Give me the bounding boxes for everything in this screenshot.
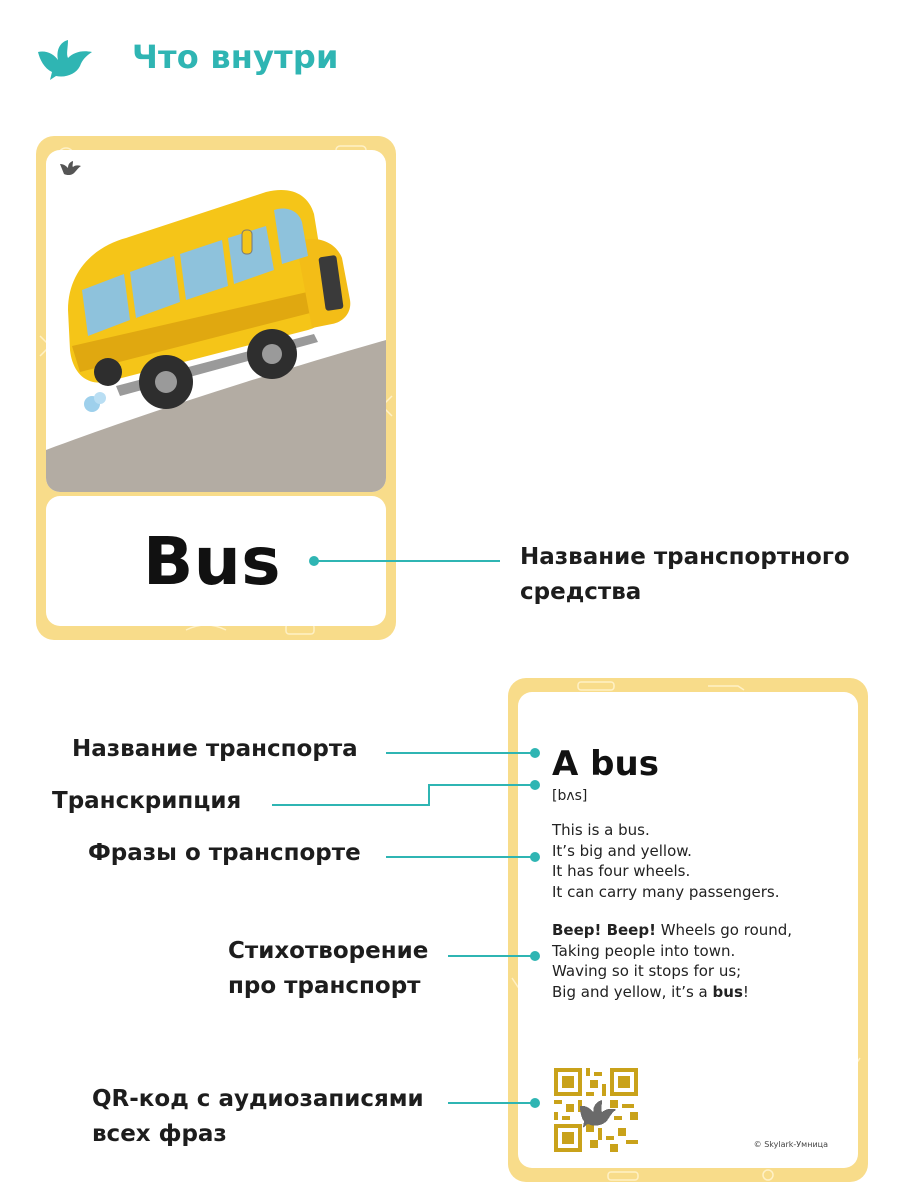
copyright: © Skylark-Умница [753,1140,828,1149]
poem-line-end: ! [742,982,749,1001]
label-transport-name: Название транспорта [72,736,358,762]
front-card [36,136,396,640]
poem-beep: Beep! Beep! [552,921,656,939]
connector-dot [530,780,540,790]
poem-line: Waving so it stops for us; [552,962,742,980]
back-card-phrases [552,820,779,902]
connector-dot [530,748,540,758]
poem-line [552,982,792,1003]
front-card-picture-area [46,150,386,492]
page-title: Что внутри [132,38,339,76]
label-phrases: Фразы о транспорте [88,840,361,866]
connector-dot [530,1098,540,1108]
poem-line [552,920,792,941]
connector-line [386,752,534,754]
label-poem: Стихотворение про транспорт [228,938,429,999]
poem-line: Taking people into town. [552,941,736,960]
connector-line [272,804,430,806]
back-card-poem [552,920,792,1002]
connector-line [428,784,430,806]
connector-dot [530,951,540,961]
poem-line-start: Big and yellow, it’s a [552,982,713,1001]
connector-line [448,955,534,957]
connector-dot [530,852,540,862]
poem-line-rest: Wheels go round, [655,921,793,939]
connector-line [428,784,534,786]
qr-code-icon[interactable] [554,1068,638,1152]
phrase-line: It’s big and yellow. [552,841,692,860]
back-card-transcription: [bʌs] [552,788,588,804]
connector-line [448,1102,534,1104]
bird-logo-icon [36,38,94,80]
label-vehicle-name: Название транспортного средства [520,544,850,605]
phrase-line: It has four wheels. [552,862,691,880]
connector-line [386,856,534,858]
label-qr: QR-код с аудиозаписями всех фраз [92,1086,424,1147]
back-card-content [518,692,858,1168]
label-transcription: Транскрипция [52,788,242,814]
poem-bus-word: bus [712,982,743,1001]
back-card-title: A bus [552,744,659,784]
back-card [508,678,868,1182]
vehicle-word: Bus [142,522,282,600]
connector-line [314,560,500,562]
phrase-line: This is a bus. [552,821,650,839]
phrase-line: It can carry many passengers. [552,882,780,901]
yellow-bus-illustration [46,150,386,492]
